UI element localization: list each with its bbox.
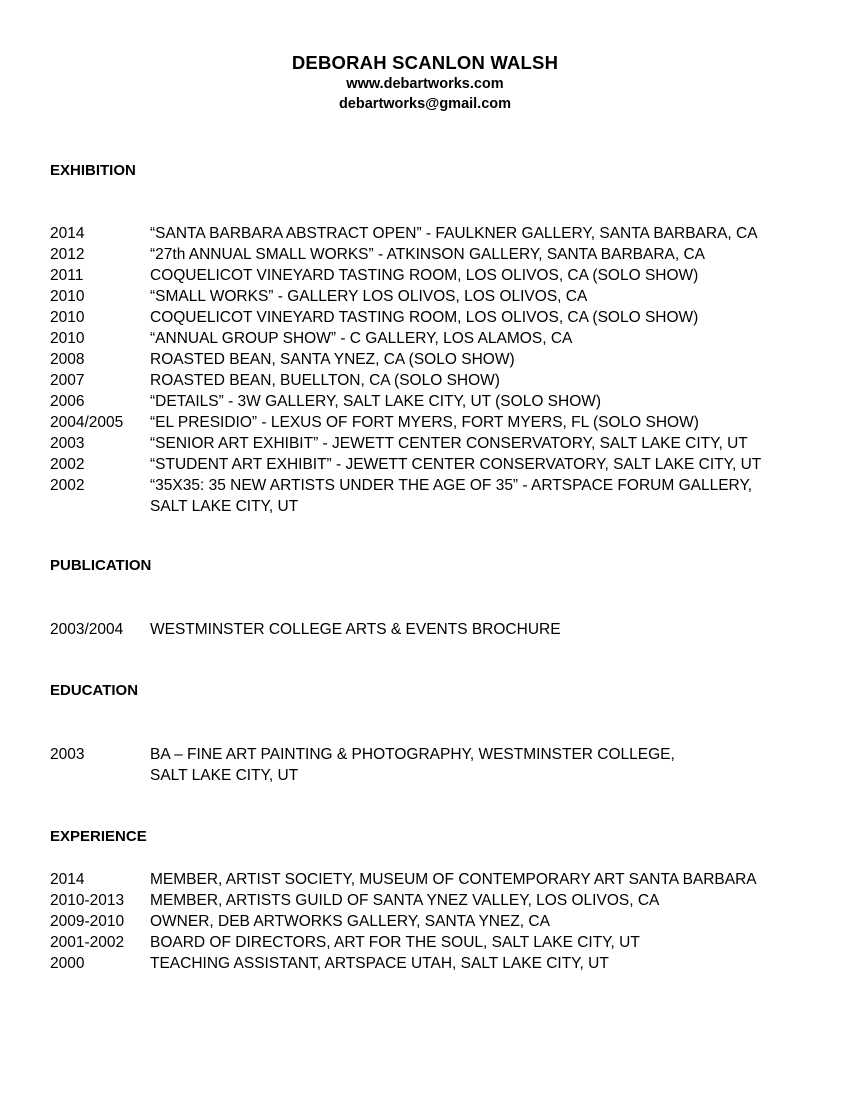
list-item	[50, 391, 810, 412]
item-year: 2002	[50, 477, 85, 494]
item-description: “DETAILS” - 3W GALLERY, SALT LAKE CITY, UT (SOLO SHOW)	[150, 393, 602, 410]
item-description: “EL PRESIDIO” - LEXUS OF FORT MYERS, FORT MYERS, FL (SOLO SHOW)	[150, 414, 699, 431]
website-text: www.debartworks.com	[346, 76, 504, 92]
list-item	[50, 286, 810, 307]
list-item	[50, 349, 810, 370]
item-description: “SENIOR ART EXHIBIT” - JEWETT CENTER CONSERVATORY, SALT LAKE CITY, UT	[150, 435, 748, 452]
item-year: 2000	[50, 955, 85, 972]
item-description: COQUELICOT VINEYARD TASTING ROOM, LOS OLIVOS, CA (SOLO SHOW)	[150, 309, 699, 326]
item-description: OWNER, DEB ARTWORKS GALLERY, SANTA YNEZ, CA	[150, 913, 550, 930]
email-text: debartworks@gmail.com	[338, 96, 512, 112]
list-item	[50, 223, 810, 244]
item-description: BOARD OF DIRECTORS, ART FOR THE SOUL, SALT LAKE CITY, UT	[150, 934, 640, 951]
list-item	[50, 890, 810, 911]
item-year: 2008	[50, 351, 85, 368]
item-year: 2010	[50, 330, 85, 347]
resume-header	[0, 52, 850, 114]
item-year: 2003	[50, 746, 85, 763]
item-year: 2014	[50, 871, 85, 888]
list-item	[50, 433, 810, 454]
list-item	[50, 932, 810, 953]
item-description: WESTMINSTER COLLEGE ARTS & EVENTS BROCHURE	[150, 621, 561, 638]
list-item	[50, 307, 810, 328]
item-description: “27th ANNUAL SMALL WORKS” - ATKINSON GALLERY, SANTA BARBARA, CA	[150, 246, 706, 263]
education-heading: EDUCATION	[50, 682, 139, 699]
list-item	[50, 412, 810, 433]
item-year: 2010	[50, 309, 85, 326]
item-description: TEACHING ASSISTANT, ARTSPACE UTAH, SALT LAKE CITY, UT	[150, 955, 609, 972]
list-item	[50, 869, 810, 890]
list-item	[50, 619, 810, 640]
list-item	[50, 370, 810, 391]
item-description: “ANNUAL GROUP SHOW” - C GALLERY, LOS ALAMOS, CA	[150, 330, 573, 347]
list-item	[50, 454, 810, 475]
item-year: 2006	[50, 393, 85, 410]
item-year: 2004/2005	[50, 414, 124, 431]
item-description: MEMBER, ARTIST SOCIETY, MUSEUM OF CONTEMPORARY ART SANTA BARBARA	[150, 871, 757, 888]
item-description: ROASTED BEAN, SANTA YNEZ, CA (SOLO SHOW)	[150, 351, 515, 368]
item-description: “35X35: 35 NEW ARTISTS UNDER THE AGE OF 35” - ARTSPACE FORUM GALLERY, SALT LAKE CITY, UT	[150, 477, 753, 515]
item-description: BA – FINE ART PAINTING & PHOTOGRAPHY, WESTMINSTER COLLEGE, SALT LAKE CITY, UT	[150, 746, 675, 784]
publication-list	[50, 619, 810, 640]
item-year: 2009-2010	[50, 913, 125, 930]
list-item	[50, 953, 810, 974]
list-item	[50, 328, 810, 349]
exhibition-heading: EXHIBITION	[50, 162, 136, 179]
list-item	[50, 244, 810, 265]
item-description: “SMALL WORKS” - GALLERY LOS OLIVOS, LOS OLIVOS, CA	[150, 288, 588, 305]
item-year: 2001-2002	[50, 934, 125, 951]
list-item	[50, 265, 810, 286]
exhibition-list	[50, 223, 810, 517]
list-item	[50, 744, 810, 786]
experience-list	[50, 869, 810, 974]
item-description: MEMBER, ARTISTS GUILD OF SANTA YNEZ VALLEY, LOS OLIVOS, CA	[150, 892, 660, 909]
item-description: “STUDENT ART EXHIBIT” - JEWETT CENTER CONSERVATORY, SALT LAKE CITY, UT	[150, 456, 762, 473]
item-year: 2014	[50, 225, 85, 242]
item-year: 2003/2004	[50, 621, 124, 638]
item-year: 2012	[50, 246, 85, 263]
experience-heading: EXPERIENCE	[50, 828, 147, 845]
item-description: COQUELICOT VINEYARD TASTING ROOM, LOS OLIVOS, CA (SOLO SHOW)	[150, 267, 699, 284]
item-year: 2007	[50, 372, 85, 389]
item-year: 2010	[50, 288, 85, 305]
publication-heading: PUBLICATION	[50, 557, 152, 574]
item-year: 2002	[50, 456, 85, 473]
item-description: “SANTA BARBARA ABSTRACT OPEN” - FAULKNER GALLERY, SANTA BARBARA, CA	[150, 225, 758, 242]
list-item	[50, 911, 810, 932]
education-list	[50, 744, 810, 786]
artist-name: DEBORAH SCANLON WALSH	[291, 52, 559, 73]
list-item	[50, 475, 810, 517]
item-year: 2010-2013	[50, 892, 125, 909]
item-year: 2003	[50, 435, 85, 452]
item-description: ROASTED BEAN, BUELLTON, CA (SOLO SHOW)	[150, 372, 500, 389]
item-year: 2011	[50, 267, 84, 284]
